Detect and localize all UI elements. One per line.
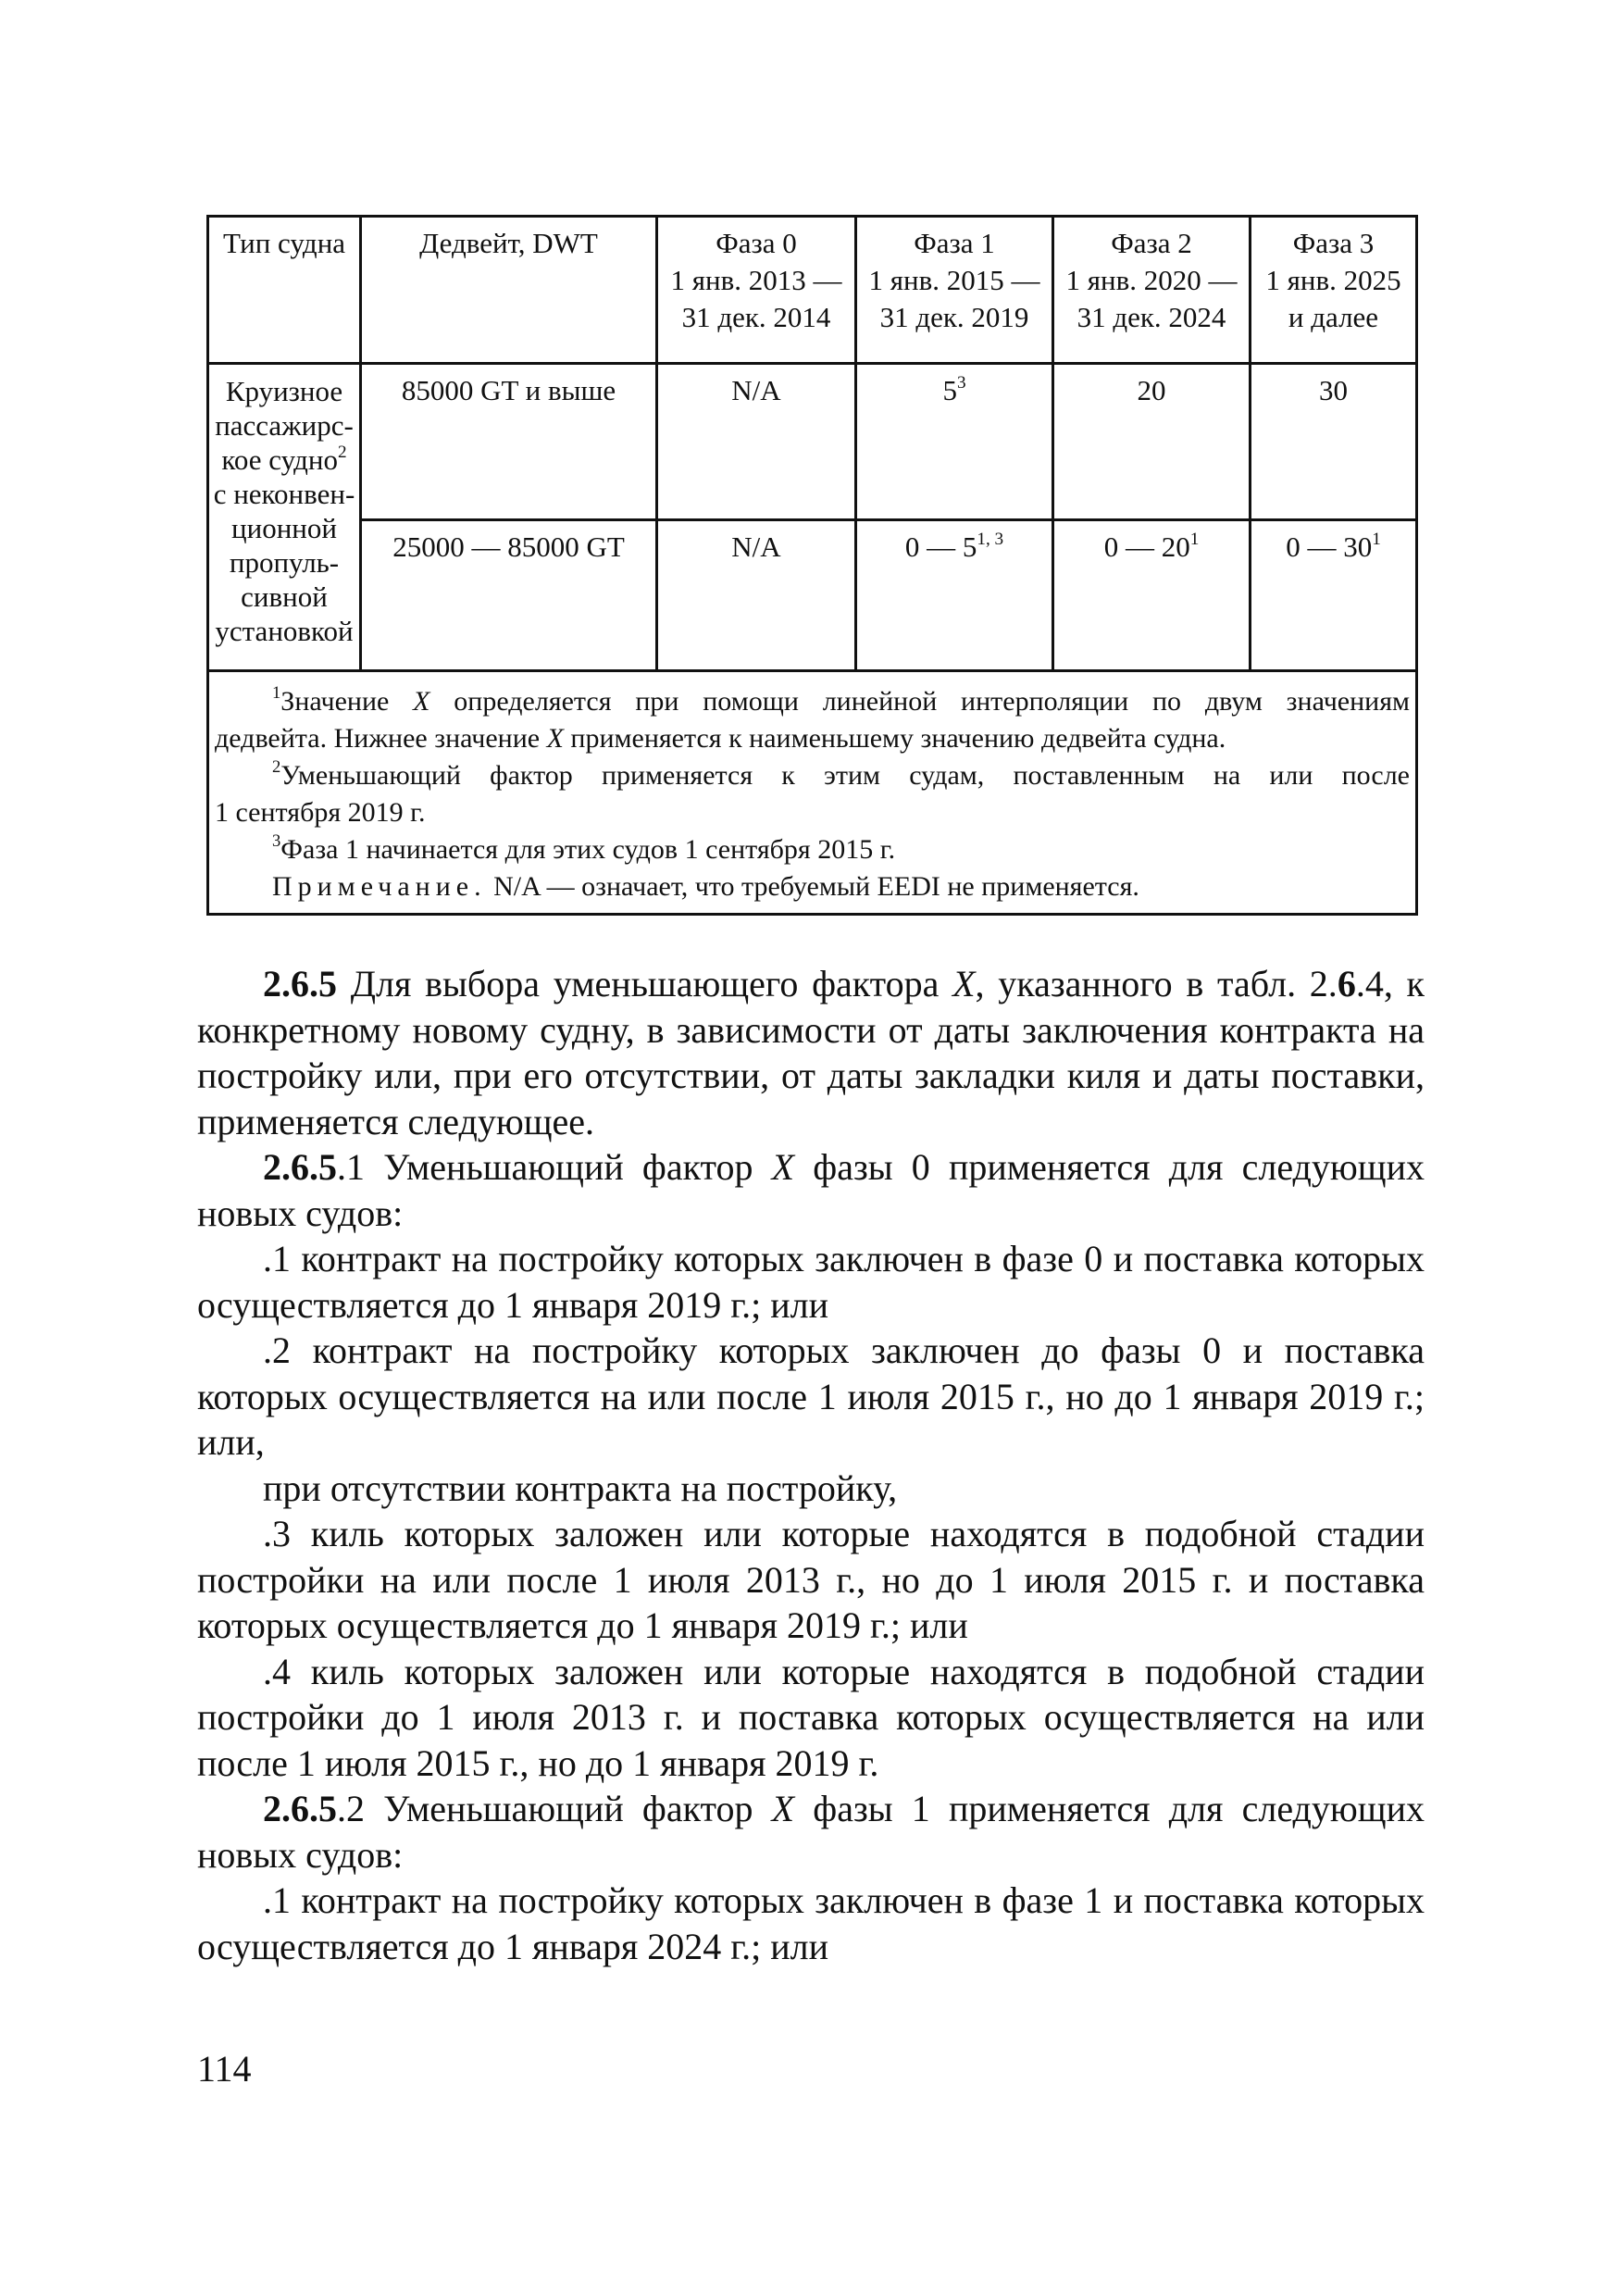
phase-0-cell: N/A (657, 520, 856, 671)
list-item: .3 киль которых заложен или которые находятся в подобной стадии постройки на или после 1 июля 2013 г., но до 1 июля 2015 г. и поставка которых осуществляется до 1 января 2019 г.; или (197, 1513, 1425, 1646)
header-phase-0: Фаза 0 1 янв. 2013 — 31 дек. 2014 (657, 217, 856, 364)
table-notes-row (208, 671, 1417, 915)
list-item: .1 контракт на постройку которых заключен в фазе 1 и поставка которых осуществляется до 1 января 2024 г.; или (197, 1879, 1425, 1967)
phase-1-cell: 0 — 5$^{1, 3}$ (856, 520, 1053, 671)
phase-2-cell: 0 — $20^1$ (1053, 520, 1251, 671)
header-ship-type: Тип судна (208, 217, 361, 364)
eedi-reduction-factor-table (206, 215, 1418, 916)
absent-contract-note: при отсутствии контракта на постройку, (263, 1466, 898, 1509)
table-remark: Примечание. N/A — означает, что требуемый EEDI не применяется. (272, 871, 1139, 902)
ship-type-cell: Круизное пассажирс- кое судно$^2$ с неконвен- ционной пропуль- сивной установкой (208, 364, 361, 671)
phase-3-cell: 30 (1251, 364, 1417, 520)
phase-0-cell: N/A (657, 364, 856, 520)
dwt-cell: 25000 — 85000 GT (361, 520, 657, 671)
dwt-cell: 85000 GT и выше (361, 364, 657, 520)
footnote-2-cont: 1 сентября 2019 г. (215, 797, 426, 828)
phase-1-cell: $5^3$ (856, 364, 1053, 520)
header-phase-1: Фаза 1 1 янв. 2015 — 31 дек. 2019 (856, 217, 1053, 364)
footnote-3: $^3$Фаза 1 начинается для этих судов 1 сентября 2015 г. (272, 831, 896, 865)
paragraph-2-6-5-2: 2.6.5.2 Уменьшающий фактор X фазы 1 применяется для следующих новых судов: (197, 1788, 1425, 1876)
paragraph-2-6-5-1: 2.6.5.1 Уменьшающий фактор X фазы 0 применяется для следующих новых судов: (197, 1146, 1425, 1234)
table-header-row (208, 217, 1417, 364)
phase-2-cell: 20 (1053, 364, 1251, 520)
footnote-1: $^1$Значение X определяется при помощи линейной интерполяции по двум значениям (272, 683, 1410, 717)
header-dwt: Дедвейт, DWT (361, 217, 657, 364)
table-row (208, 520, 1417, 671)
table-footnotes (208, 671, 1417, 915)
body-text (197, 961, 1425, 1969)
list-item: .4 киль которых заложен или которые находятся в подобной стадии постройки до 1 июля 2013 г. и поставка которых осуществляется на или после 1 июля 2015 г., но до 1 января 2019 г. (197, 1650, 1425, 1784)
header-phase-2: Фаза 2 1 янв. 2020 — 31 дек. 2024 (1053, 217, 1251, 364)
list-item: .2 контракт на постройку которых заключен до фазы 0 и поставка которых осуществляется на или после 1 июля 2015 г., но до 1 января 2019 г.; или, (197, 1329, 1425, 1463)
footnote-1-cont: дедвейта. Нижнее значение X применяется к наименьшему значению дедвейта судна. (215, 723, 1226, 754)
header-phase-3: Фаза 3 1 янв. 2025 и далее (1251, 217, 1417, 364)
phase-3-cell: 0 — $30^1$ (1251, 520, 1417, 671)
table-row (208, 364, 1417, 520)
list-item: .1 контракт на постройку которых заключен в фазе 0 и поставка которых осуществляется до 1 января 2019 г.; или (197, 1238, 1425, 1326)
paragraph-2-6-5: 2.6.5 Для выбора уменьшающего фактора X, указанного в табл. 2.6.4, к конкретному новому судну, в зависимости от даты заключения контракта на постройку или, при его отсутствии, от даты закладки киля и даты поставки, применяется следующее. (197, 963, 1425, 1142)
footnote-2: $^2$Уменьшающий фактор применяется к этим судам, поставленным на или после (272, 757, 1410, 791)
page-number: 114 (197, 2048, 252, 2090)
